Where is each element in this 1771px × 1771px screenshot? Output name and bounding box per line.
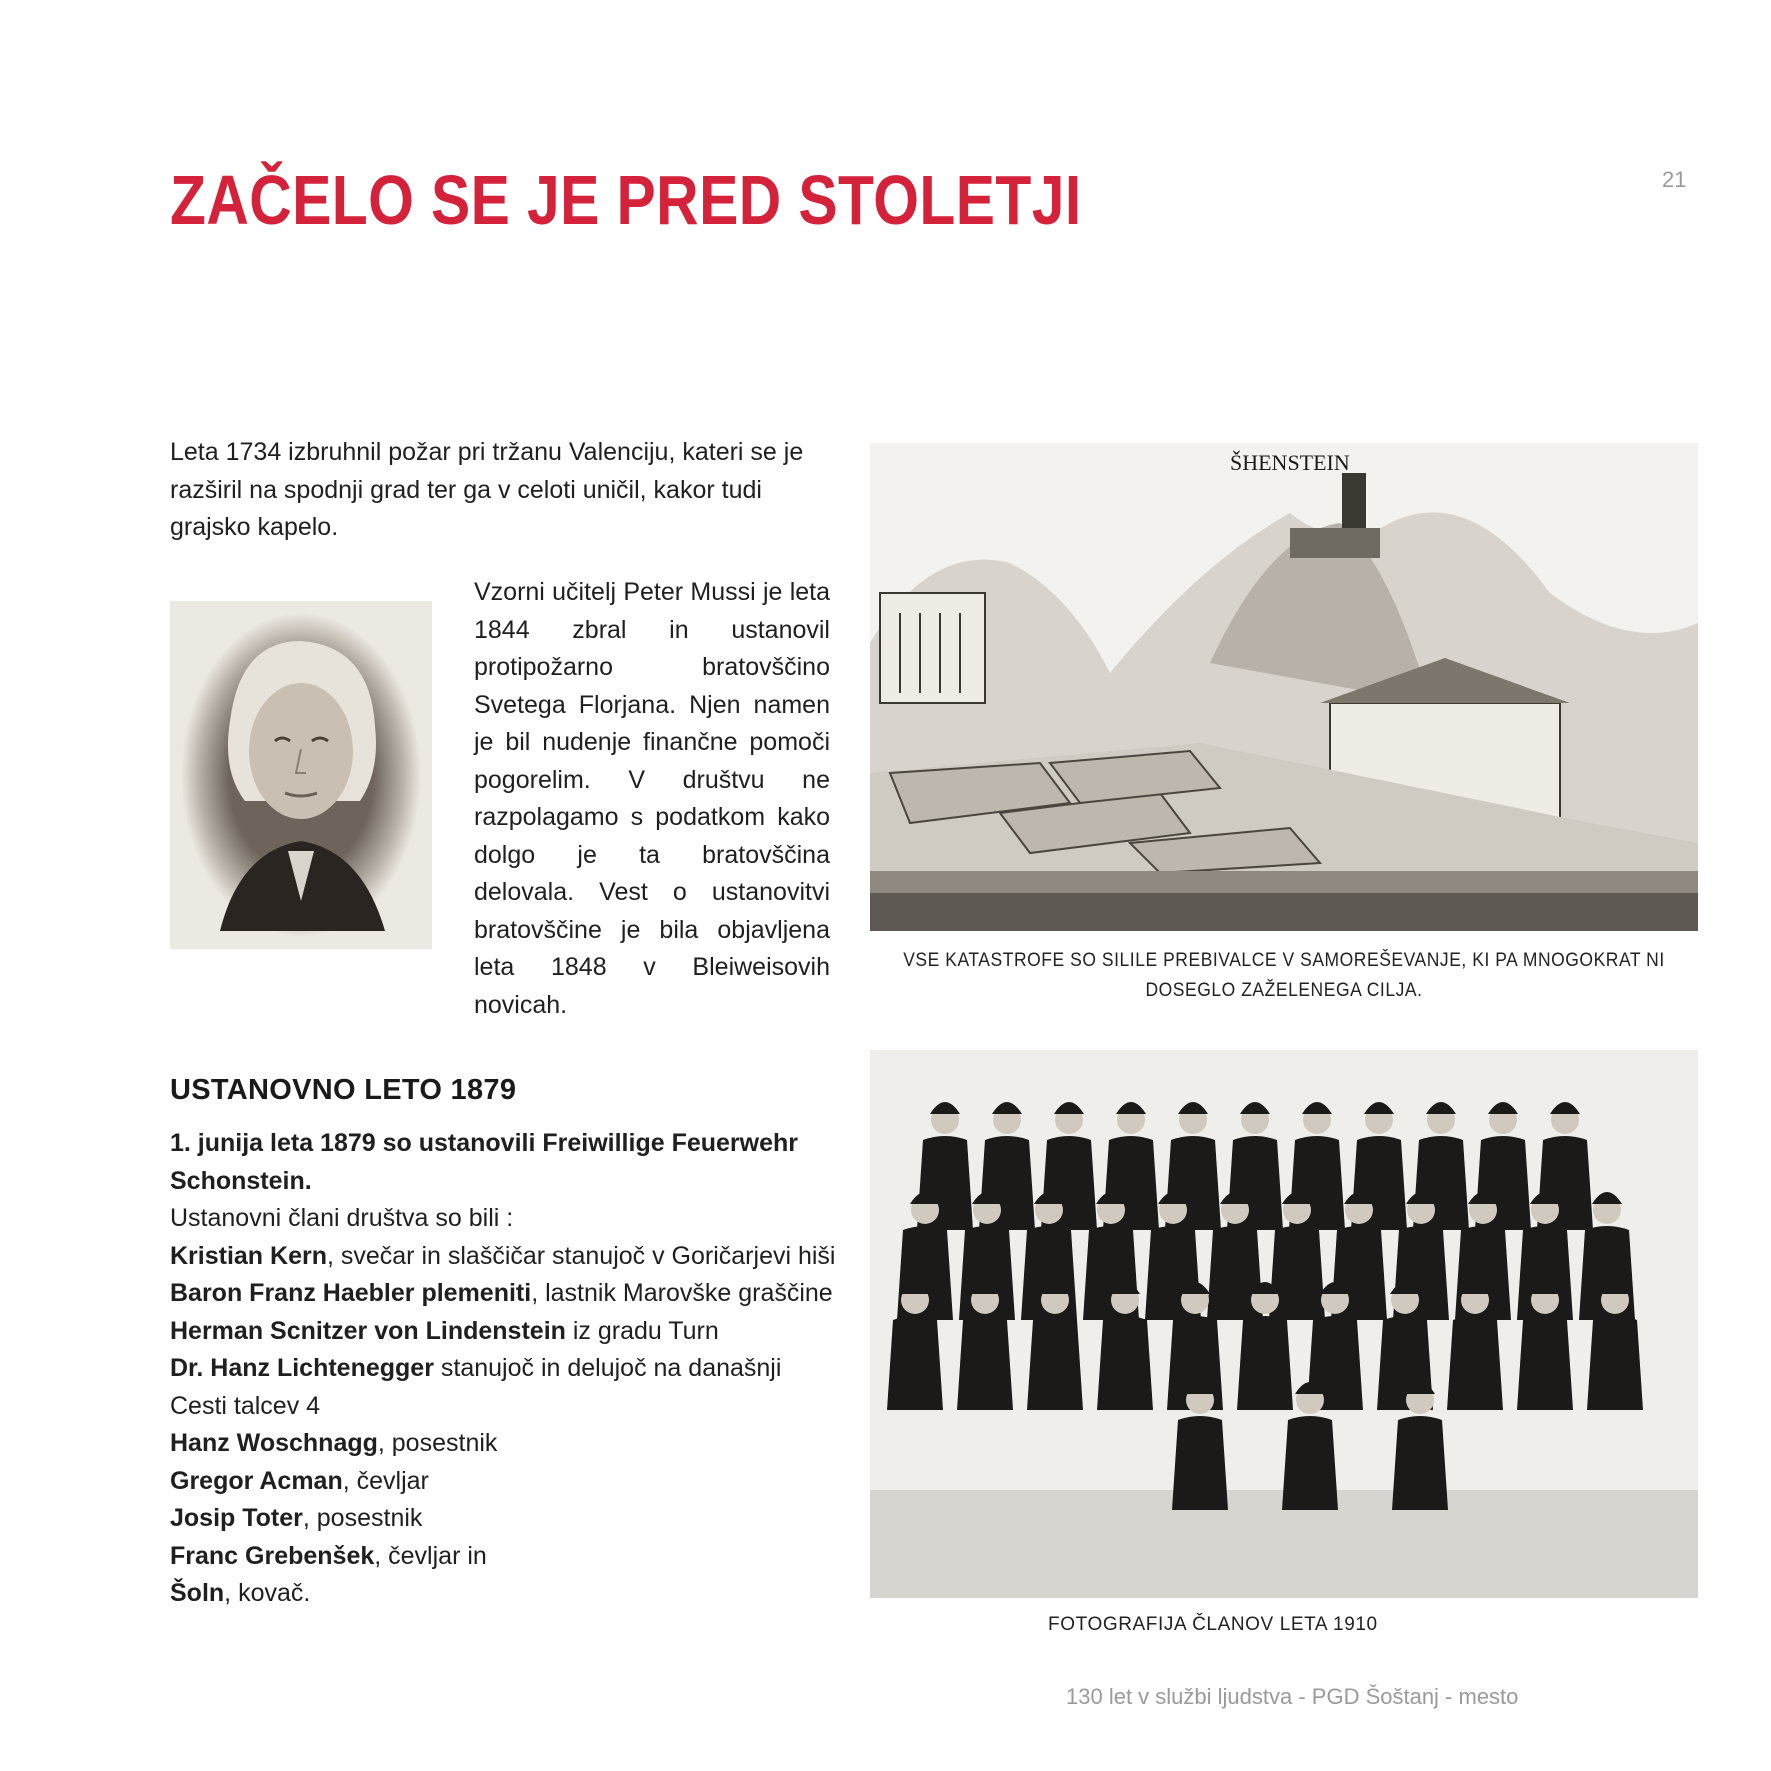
member-desc: , lastnik Marovške graščine [531,1279,833,1307]
portrait-photo [170,601,432,949]
list-item [170,1575,840,1613]
list-item [170,1350,840,1425]
members-list [170,1238,840,1613]
member-name: Šoln [170,1579,225,1607]
list-item [170,1500,840,1538]
members-intro: Ustanovni člani društva so bili : [170,1204,514,1232]
member-name: Hanz Woschnagg [170,1429,378,1457]
list-item [170,1463,840,1501]
member-name: Baron Franz Haebler plemeniti [170,1279,532,1307]
member-desc: , posestnik [377,1429,498,1457]
member-name: Herman Scnitzer von Lindenstein [170,1316,566,1345]
member-name: Kristian Kern [170,1241,327,1270]
member-desc: , čevljar [342,1466,429,1495]
castle-engraving [870,443,1698,931]
member-desc: stanujoč in delujoč na današnji Cesti talcev 4 [170,1354,782,1420]
page-number: 21 [1662,167,1687,192]
member-name: Josip Toter [170,1504,303,1532]
list-item [170,1538,840,1576]
section-heading: USTANOVNO LETO 1879 [170,1074,517,1106]
member-desc: , posestnik [302,1504,423,1532]
group-photo-caption: FOTOGRAFIJA ČLANOV LETA 1910 [1048,1614,1378,1635]
engraving-label: ŠHENSTEIN [1230,450,1350,475]
list-item [170,1238,840,1276]
page-title: ZAČELO SE JE PRED STOLETJI [170,161,1082,239]
founding-lead: 1. junija leta 1879 so ustanovili Freiwillige Feuerwehr Schonstein. [170,1129,798,1195]
list-item [170,1425,840,1463]
member-desc: iz gradu Turn [565,1316,719,1345]
engraving-caption: VSE KATASTROFE SO SILILE PREBIVALCE V SAMOREŠEVANJE, KI PA MNOGOKRAT NI DOSEGLO ZAŽELENEGA CILJA. [903,950,1665,1001]
member-name: Franc Grebenšek [170,1541,375,1570]
member-desc: , svečar in slaščičar stanujoč v Goričarjevi hiši [326,1241,836,1270]
intro-paragraph: Leta 1734 izbruhnil požar pri tržanu Valenciju, kateri se je razširil na spodnji grad ter ga v celoti uničil, kakor tudi grajsko kapelo. [170,438,804,541]
member-name: Dr. Hanz Lichtenegger [170,1354,434,1382]
member-name: Gregor Acman [170,1466,343,1495]
member-desc: , čevljar in [374,1541,487,1570]
founding-text [170,1125,840,1613]
page-footer: 130 let v službi ljudstva - PGD Šoštanj - mesto [1066,1684,1519,1709]
list-item [170,1275,840,1313]
group-photo [870,1050,1698,1598]
mussi-paragraph: Vzorni učitelj Peter Mussi je leta 1844 zbral in ustanovil protipožarno bratovščino Svetega Florjana. Njen namen je bil nudenje finančne pomoči pogorelim. V društvu ne razpolagamo s podatkom kako dolgo je ta bratovščina delovala. Vest o ustanovitvi bratovščine je bila objavljena leta 1848 v Bleiweisovih novicah. [474,578,830,1019]
member-desc: , kovač. [224,1579,311,1607]
list-item [170,1313,840,1351]
